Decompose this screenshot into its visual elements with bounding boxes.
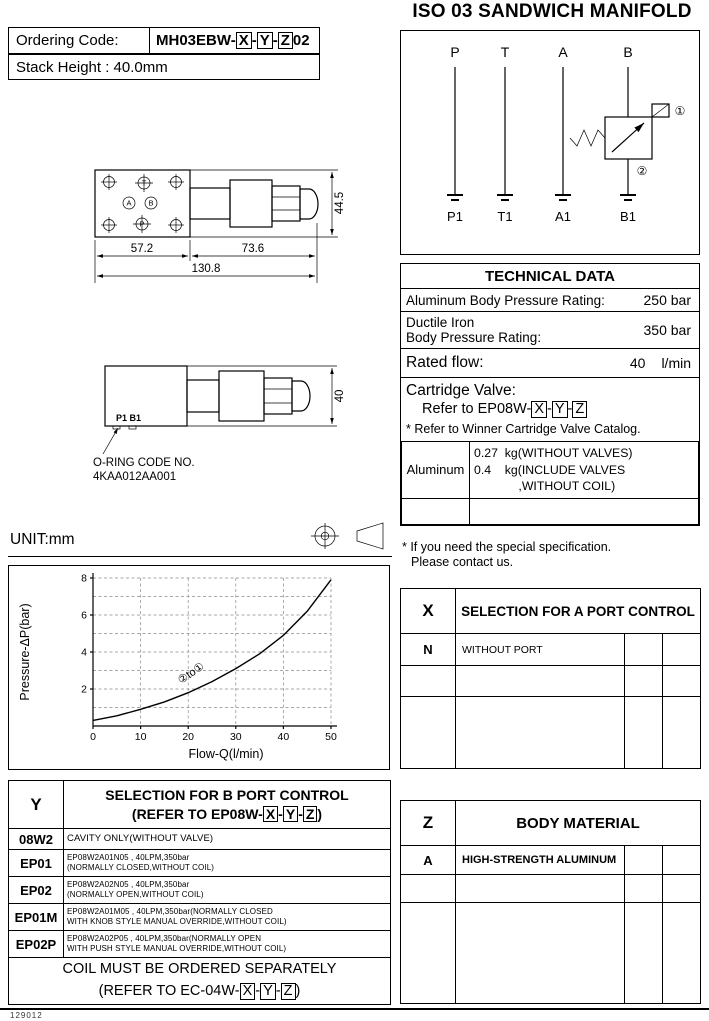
catalog-note: * Refer to Winner Cartridge Valve Catalog. bbox=[406, 422, 641, 437]
y-option-desc: EP08W2A02P05 , 40LPM,350bar(NORMALLY OPEN WITH PUSH STYLE MANUAL OVERRIDE,WITHOUT COIL) bbox=[64, 931, 391, 958]
a-port-selection-table bbox=[400, 588, 701, 769]
code-box-y: Y bbox=[257, 32, 273, 50]
svg-text:②to①: ②to① bbox=[175, 660, 207, 687]
y-option-code: EP01M bbox=[9, 904, 64, 931]
dim-44-5: 44.5 bbox=[334, 191, 346, 215]
flange-ports bbox=[123, 174, 157, 233]
schematic-port-a1-label: A1 bbox=[555, 209, 571, 224]
special-specification-note: * If you need the special specification. Please contact us. bbox=[402, 540, 612, 569]
rated-flow-row bbox=[401, 349, 699, 378]
cartridge-valve-profile bbox=[190, 180, 318, 227]
rated-flow-unit: l/min bbox=[661, 355, 691, 371]
body-material-table bbox=[400, 800, 701, 1004]
weight-material: Aluminum bbox=[402, 442, 470, 499]
unit-label: UNIT:mm bbox=[10, 531, 75, 548]
rated-flow-value: 40 bbox=[629, 355, 646, 371]
port-end-marks bbox=[447, 195, 636, 200]
x-option-desc: WITHOUT PORT bbox=[456, 634, 625, 666]
technical-data-title: TECHNICAL DATA bbox=[401, 264, 699, 289]
schematic-port-b-label: B bbox=[623, 44, 633, 60]
schematic-port-p-label: P bbox=[450, 44, 460, 60]
aluminum-rating-value: 250 bar bbox=[643, 292, 691, 308]
ordering-code-label: Ordering Code: bbox=[16, 32, 119, 49]
schematic-port-t-label: T bbox=[500, 44, 510, 60]
svg-text:10: 10 bbox=[134, 731, 147, 743]
page-title: ISO 03 SANDWICH MANIFOLD bbox=[412, 1, 692, 22]
ductile-rating-label: Ductile Iron Body Pressure Rating: bbox=[406, 315, 542, 345]
flange-port-a-label: A bbox=[126, 198, 132, 208]
y-option-code: EP02P bbox=[9, 931, 64, 958]
x-table-title: SELECTION FOR A PORT CONTROL bbox=[456, 589, 701, 634]
dimensions bbox=[95, 170, 346, 283]
pressure-flow-chart bbox=[9, 566, 388, 768]
hydraulic-schematic-box bbox=[400, 30, 700, 255]
side-dimension-40 bbox=[187, 366, 346, 426]
svg-text:6: 6 bbox=[81, 609, 87, 622]
z-option-code: A bbox=[401, 846, 456, 875]
svg-text:40: 40 bbox=[277, 731, 290, 743]
cartridge-refer-line: Refer to EP08W- X - Y - Z bbox=[406, 401, 694, 418]
schematic-port-b1-label: B1 bbox=[620, 209, 636, 224]
oring-callout bbox=[93, 428, 195, 483]
flange-port-t-label: T bbox=[141, 178, 147, 188]
dim-40: 40 bbox=[334, 389, 346, 403]
weight-values: 0.27 kg(WITHOUT VALVES) 0.4 kg(INCLUDE VALVES ,WITHOUT COIL) bbox=[470, 442, 699, 499]
side-view-drawing bbox=[85, 358, 355, 493]
y-option-code: EP02 bbox=[9, 877, 64, 904]
valve-position-2-label: ② bbox=[636, 164, 648, 178]
svg-text:2: 2 bbox=[81, 683, 87, 696]
svg-text:50: 50 bbox=[325, 731, 337, 743]
svg-text:8: 8 bbox=[81, 572, 87, 585]
pressure-flow-chart-box bbox=[8, 565, 390, 770]
valve-position-1-label: ① bbox=[674, 104, 686, 118]
schematic-port-a-label: A bbox=[558, 44, 568, 60]
svg-text:30: 30 bbox=[229, 731, 242, 743]
weight-table bbox=[401, 441, 699, 525]
oring-note-line2: 4KAA012AA001 bbox=[93, 471, 177, 483]
page-bottom-rule bbox=[0, 1008, 709, 1010]
document-number: 129012 bbox=[10, 1011, 43, 1020]
ordering-code-box bbox=[8, 27, 320, 54]
x-option-code: N bbox=[401, 634, 456, 666]
aluminum-rating-label: Aluminum Body Pressure Rating: bbox=[406, 292, 605, 308]
z-table-key: Z bbox=[401, 801, 456, 846]
y-option-code: 08W2 bbox=[9, 829, 64, 850]
dim-57-2: 57.2 bbox=[130, 243, 154, 255]
cartridge-valve-label: Cartridge Valve: bbox=[406, 382, 516, 399]
hydraulic-schematic-drawing bbox=[401, 31, 698, 253]
svg-text:20: 20 bbox=[182, 731, 195, 743]
flange-port-p-label: P bbox=[139, 219, 145, 229]
pressure-rating-section bbox=[401, 289, 699, 349]
side-valve-profile bbox=[187, 371, 310, 421]
code-box-z: Z bbox=[278, 32, 293, 50]
rated-flow-label: Rated flow: bbox=[406, 354, 484, 371]
y-table-title: SELECTION FOR B PORT CONTROL (REFER TO EP08W- X - Y - Z ) bbox=[64, 781, 391, 829]
svg-text:0: 0 bbox=[90, 731, 96, 743]
dim-73-6: 73.6 bbox=[241, 243, 265, 255]
x-table-key: X bbox=[401, 589, 456, 634]
schematic-port-t1-label: T1 bbox=[497, 209, 513, 224]
y-option-desc: CAVITY ONLY(WITHOUT VALVE) bbox=[64, 829, 391, 850]
y-option-desc: EP08W2A01N05 , 40LPM,350bar (NORMALLY CLOSED,WITHOUT COIL) bbox=[64, 850, 391, 877]
y-option-desc: EP08W2A01M05 , 40LPM,350bar(NORMALLY CLOSED WITH KNOB STYLE MANUAL OVERRIDE,WITHOUT COIL) bbox=[64, 904, 391, 931]
side-ports-label: P1 B1 bbox=[116, 413, 142, 423]
stack-height-box: Stack Height : 40.0mm bbox=[8, 54, 320, 80]
svg-text:Pressure-ΔP(bar): Pressure-ΔP(bar) bbox=[18, 603, 32, 701]
schematic-port-p1-label: P1 bbox=[447, 209, 463, 224]
svg-text:Flow-Q(l/min): Flow-Q(l/min) bbox=[188, 747, 264, 761]
ordering-code-value: MH03EBW- X - Y - Z 02 bbox=[149, 28, 319, 53]
z-option-desc: HIGH-STRENGTH ALUMINUM bbox=[456, 846, 625, 875]
y-option-desc: EP08W2A02N05 , 40LPM,350bar (NORMALLY OPEN,WITHOUT COIL) bbox=[64, 877, 391, 904]
z-table-title: BODY MATERIAL bbox=[456, 801, 701, 846]
coil-order-note: COIL MUST BE ORDERED SEPARATELY (REFER TO EC-04W- X - Y - Z ) bbox=[9, 958, 391, 1005]
technical-data-panel bbox=[400, 263, 700, 526]
ductile-rating-value: 350 bar bbox=[643, 322, 691, 338]
divider-line bbox=[8, 556, 392, 557]
cartridge-valve-section bbox=[401, 378, 699, 441]
code-box-x: X bbox=[236, 32, 252, 50]
dim-130-8: 130.8 bbox=[191, 263, 221, 275]
y-option-code: EP01 bbox=[9, 850, 64, 877]
b-port-selection-table bbox=[8, 780, 391, 1005]
y-table-key: Y bbox=[9, 781, 64, 829]
flange-port-b-label: B bbox=[148, 198, 154, 208]
oring-note-line1: O-RING CODE NO. bbox=[93, 457, 195, 469]
svg-text:4: 4 bbox=[81, 646, 87, 659]
top-view-drawing bbox=[85, 162, 355, 290]
projection-symbol-icon bbox=[305, 520, 390, 552]
